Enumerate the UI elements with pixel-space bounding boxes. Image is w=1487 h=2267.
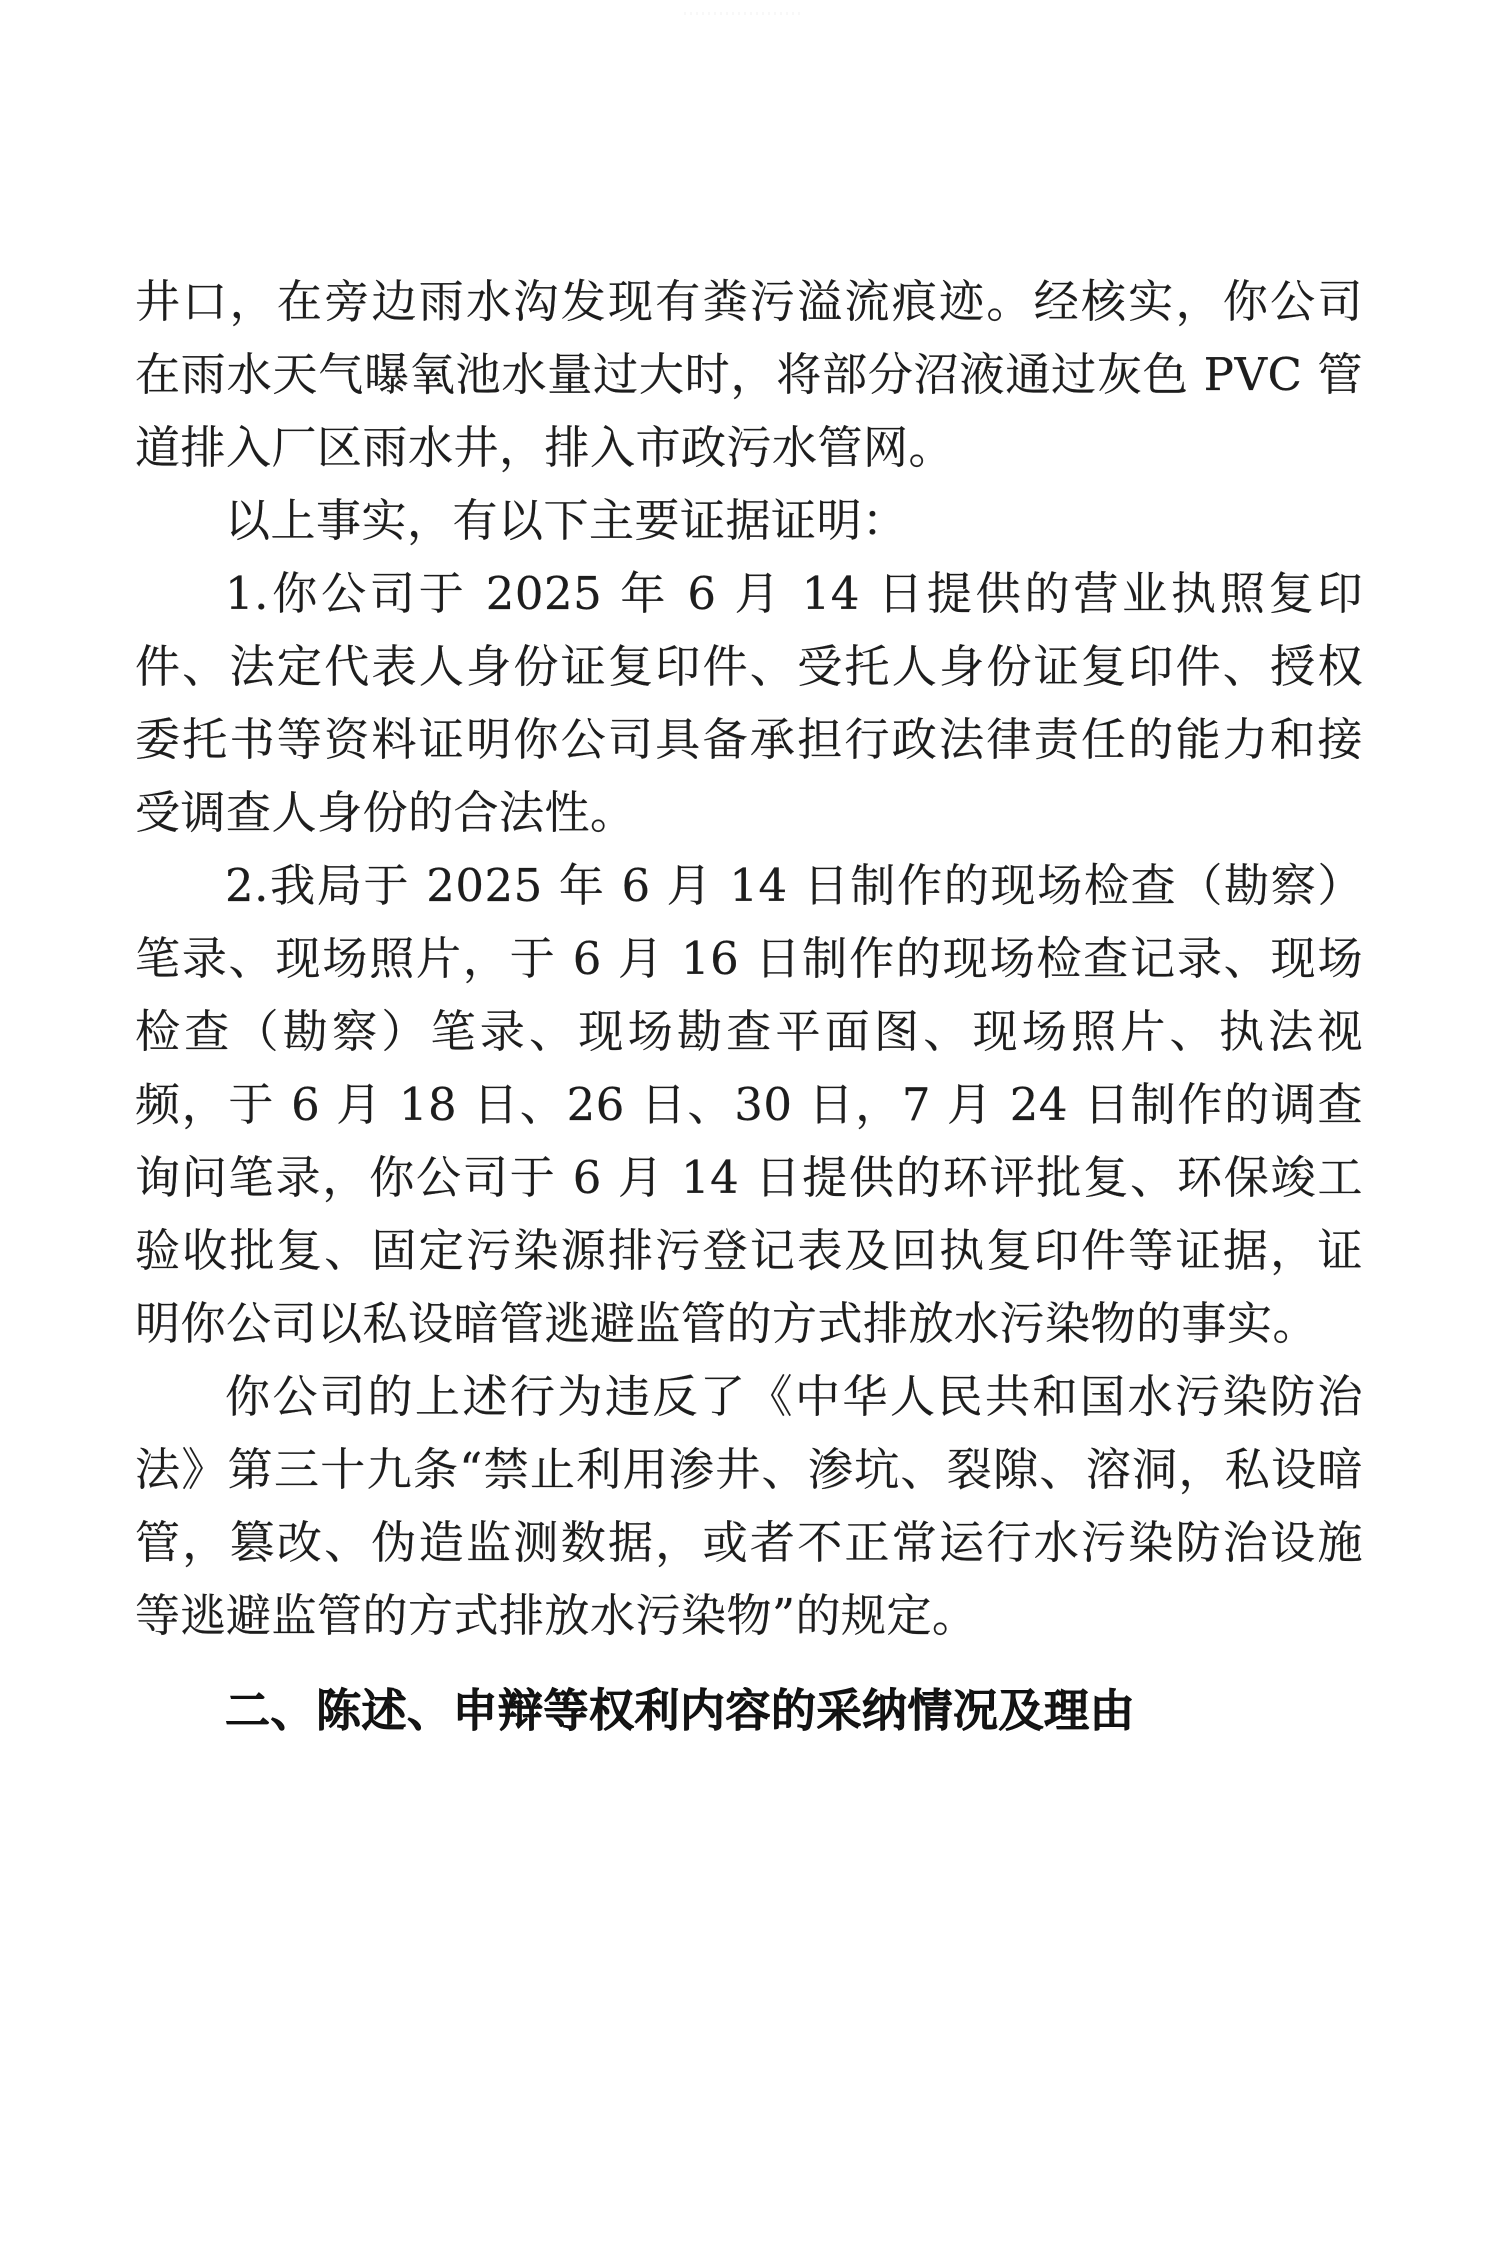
paragraph-evidence-intro: 以上事实，有以下主要证据证明：: [225, 494, 908, 547]
scan-artifact: [684, 12, 804, 15]
paragraph-evidence-item-2: 2.我局于 2025 年 6 月 14 日制作的现场检查（勘察）笔录、现场照片，于 6 月 16 日制作的现场检查记录、现场检查（勘察）笔录、现场勘查平面图、现场照片、执法视频，于 6 月 18 日、26 日、30 日，7 月 24 日制作的调查询问笔录，你公司于 6 月 14 日提供的环评批复、环保竣工验收批复、固定污染源排污登记表及回执复印件等证据，证明你公司以私设暗管逃避监管的方式排放水污染物的事实。: [135, 859, 1363, 1350]
paragraph-continuation: 井口，在旁边雨水沟发现有粪污溢流痕迹。经核实，你公司在雨水天气曝氧池水量过大时，将部分沼液通过灰色 PVC 管道排入厂区雨水井，排入市政污水管网。: [135, 275, 1363, 474]
paragraph-legal-basis: 你公司的上述行为违反了《中华人民共和国水污染防治法》第三十九条“禁止利用渗井、渗坑、裂隙、溶洞，私设暗管，篡改、伪造监测数据，或者不正常运行水污染防治设施等逃避监管的方式排放水污染物”的规定。: [135, 1370, 1363, 1642]
document-body: [135, 265, 1363, 1747]
paragraph-evidence-item-1: 1.你公司于 2025 年 6 月 14 日提供的营业执照复印件、法定代表人身份证复印件、受托人身份证复印件、授权委托书等资料证明你公司具备承担行政法律责任的能力和接受调查人身份的合法性。: [135, 567, 1363, 839]
section-heading-2: 二、陈述、申辩等权利内容的采纳情况及理由: [225, 1684, 1136, 1737]
